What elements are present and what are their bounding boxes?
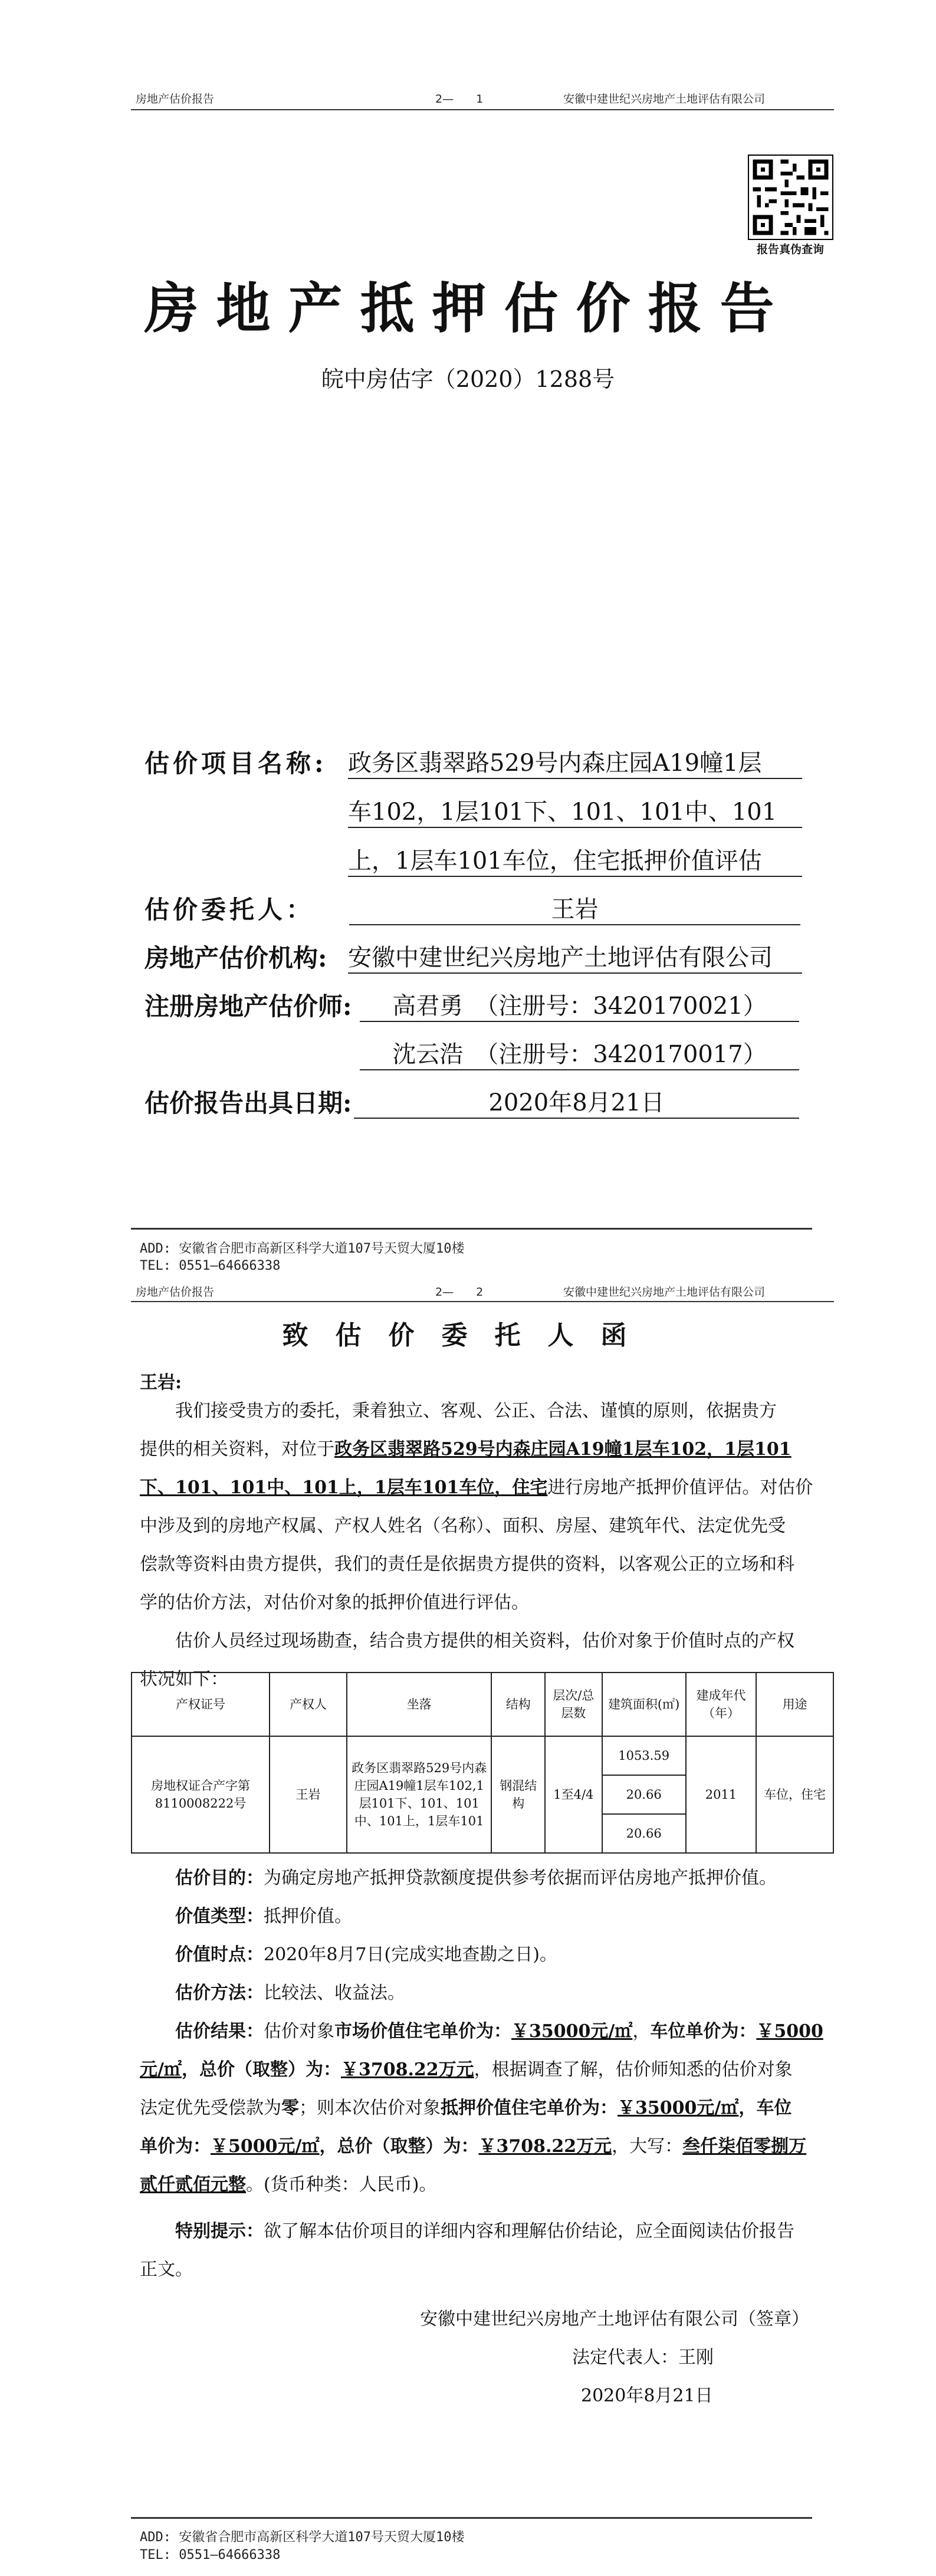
letter-title: 致估价委托人函 (282, 1320, 654, 1351)
header-right: 安徽中建世纪兴房地产土地评估有限公司 (563, 1286, 766, 1299)
header-page-number: 2— 2 (435, 1286, 484, 1299)
org-value: 安徽中建世纪兴房地产土地评估有限公司 (348, 939, 802, 974)
method-line: 估价方法：比较法、收益法。 (175, 1983, 405, 2003)
report-date-value: 2020年8月21日 (354, 1084, 799, 1119)
footer-rule (131, 1228, 812, 1230)
valuation-details (140, 1859, 833, 2289)
intro-line: 下、101、101中、101上，1层车101车位，住宅进行房地产抵押价值评估。对估价 (140, 1477, 813, 1498)
report-number: 皖中房估字（2020）1288号 (321, 366, 615, 392)
table-header: 建筑面积(㎡) (602, 1673, 686, 1736)
purpose-line: 估价目的：为确定房地产抵押贷款额度提供参考依据而评估房地产抵押价值。 (175, 1868, 777, 1888)
value-date-line: 价值时点：2020年8月7日(完成实地查勘之日)。 (175, 1944, 557, 1965)
structure-cell: 钢混结构 (491, 1736, 545, 1853)
footer-tel: TEL: 0551—64666338 (140, 2548, 281, 2562)
header-right: 安徽中建世纪兴房地产土地评估有限公司 (563, 93, 766, 106)
project-name-value-line1: 政务区翡翠路529号内森庄园A19幢1层 (348, 744, 802, 779)
value-type-line: 价值类型：抵押价值。 (175, 1906, 352, 1927)
header-left: 房地产估价报告 (136, 1286, 215, 1299)
year-cell: 2011 (686, 1736, 756, 1853)
client-label: 估价委托人： (144, 895, 315, 924)
footer-address: ADD: 安徽省合肥市高新区科学大道107号天贸大厦10楼 (140, 2530, 465, 2545)
table-header: 坐落 (347, 1673, 492, 1736)
org-label: 房地产估价机构: (144, 944, 327, 972)
signature-date: 2020年8月21日 (581, 2386, 713, 2406)
header-rule (131, 109, 834, 110)
area-cell: 1053.59 (602, 1736, 686, 1775)
table-header: 用途 (756, 1673, 833, 1736)
intro-paragraph (140, 1392, 833, 1698)
header-page-number: 2— 1 (435, 93, 484, 106)
intro-line: 学的估价方法，对估价对象的抵押价值进行评估。 (140, 1592, 529, 1613)
table-header: 产权人 (270, 1673, 347, 1736)
client-value: 王岩 (349, 891, 800, 925)
report-date-label: 估价报告出具日期: (144, 1089, 352, 1118)
appraiser-label: 注册房地产估价师: (144, 992, 352, 1021)
qr-code-icon[interactable] (748, 155, 833, 240)
project-name-value-line2: 车102，1层101下、101、101中、101 (348, 793, 802, 828)
report-title: 房地产抵押估价报告 (144, 277, 792, 340)
result-line: 贰仟贰佰元整。(货币种类：人民币)。 (140, 2174, 437, 2195)
footer-rule (131, 2517, 812, 2519)
floors-cell: 1至4/4 (545, 1736, 602, 1853)
intro-line: 偿款等资料由贵方提供，我们的责任是依据贵方提供的资料，以客观公正的立场和科 (140, 1554, 794, 1575)
result-line: 法定优先受偿款为零；则本次估价对象抵押价值住宅单价为：￥35000元/㎡，车位 (140, 2098, 792, 2118)
footer-tel: TEL: 0551—64666338 (140, 1259, 281, 1273)
appraiser-2: 沈云浩 （注册号：3420170017） (360, 1036, 799, 1070)
property-rights-table (131, 1672, 834, 1854)
salutation: 王岩: (140, 1372, 182, 1393)
intro-line: 估价人员经过现场勘查，结合贵方提供的相关资料，估价对象于价值时点的产权 (175, 1631, 794, 1651)
intro-line: 提供的相关资料，对位于政务区翡翠路529号内森庄园A19幢1层车102，1层101 (140, 1439, 792, 1460)
header-left: 房地产估价报告 (136, 93, 215, 106)
header-rule (131, 1301, 834, 1302)
result-line: 单价为：￥5000元/㎡，总价（取整）为：￥3708.22万元，大写：叁仟柒佰零捌万 (140, 2136, 807, 2157)
notice-line: 特别提示：欲了解本估价项目的详细内容和理解估价结论，应全面阅读估价报告 (175, 2221, 794, 2242)
table-header: 层次/总层数 (545, 1673, 602, 1736)
notice-line: 正文。 (140, 2259, 193, 2280)
signature-representative: 法定代表人：王刚 (572, 2347, 714, 2368)
intro-line: 状况如下： (140, 1669, 228, 1690)
intro-line: 中涉及到的房地产权属、产权人姓名（名称）、面积、房屋、建筑年代、法定优先受 (140, 1516, 786, 1536)
location-cell: 政务区翡翠路529号内森庄园A19幢1层车102,1层101下、101、101中、101上，1层车101 (347, 1736, 492, 1853)
area-cell: 20.66 (602, 1814, 686, 1853)
appraiser-1: 高君勇 （注册号：3420170021） (360, 987, 799, 1022)
table-header: 产权证号 (132, 1673, 270, 1736)
signature-company: 安徽中建世纪兴房地产土地评估有限公司（签章） (420, 2309, 809, 2329)
footer-address: ADD: 安徽省合肥市高新区科学大道107号天贸大厦10楼 (140, 1241, 465, 1256)
table-header: 结构 (491, 1673, 545, 1736)
result-line: 估价结果：估价对象市场价值住宅单价为：￥35000元/㎡，车位单价为：￥5000 (175, 2021, 823, 2042)
cert-number-cell: 房地权证合产字第8110008222号 (132, 1736, 270, 1853)
result-line: 元/㎡，总价（取整）为：￥3708.22万元，根据调查了解，估价师知悉的估价对象 (140, 2059, 793, 2080)
area-cell: 20.66 (602, 1775, 686, 1814)
owner-cell: 王岩 (270, 1736, 347, 1853)
project-name-label: 估价项目名称: (144, 749, 327, 778)
usage-cell: 车位，住宅 (756, 1736, 833, 1853)
qr-caption: 报告真伪查询 (756, 243, 824, 256)
table-header: 建成年代（年） (686, 1673, 756, 1736)
intro-line: 我们接受贵方的委托，秉着独立、客观、公正、合法、谨慎的原则，依据贵方 (175, 1401, 777, 1421)
project-name-value-line3: 上，1层车101车位，住宅抵押价值评估 (348, 842, 802, 877)
